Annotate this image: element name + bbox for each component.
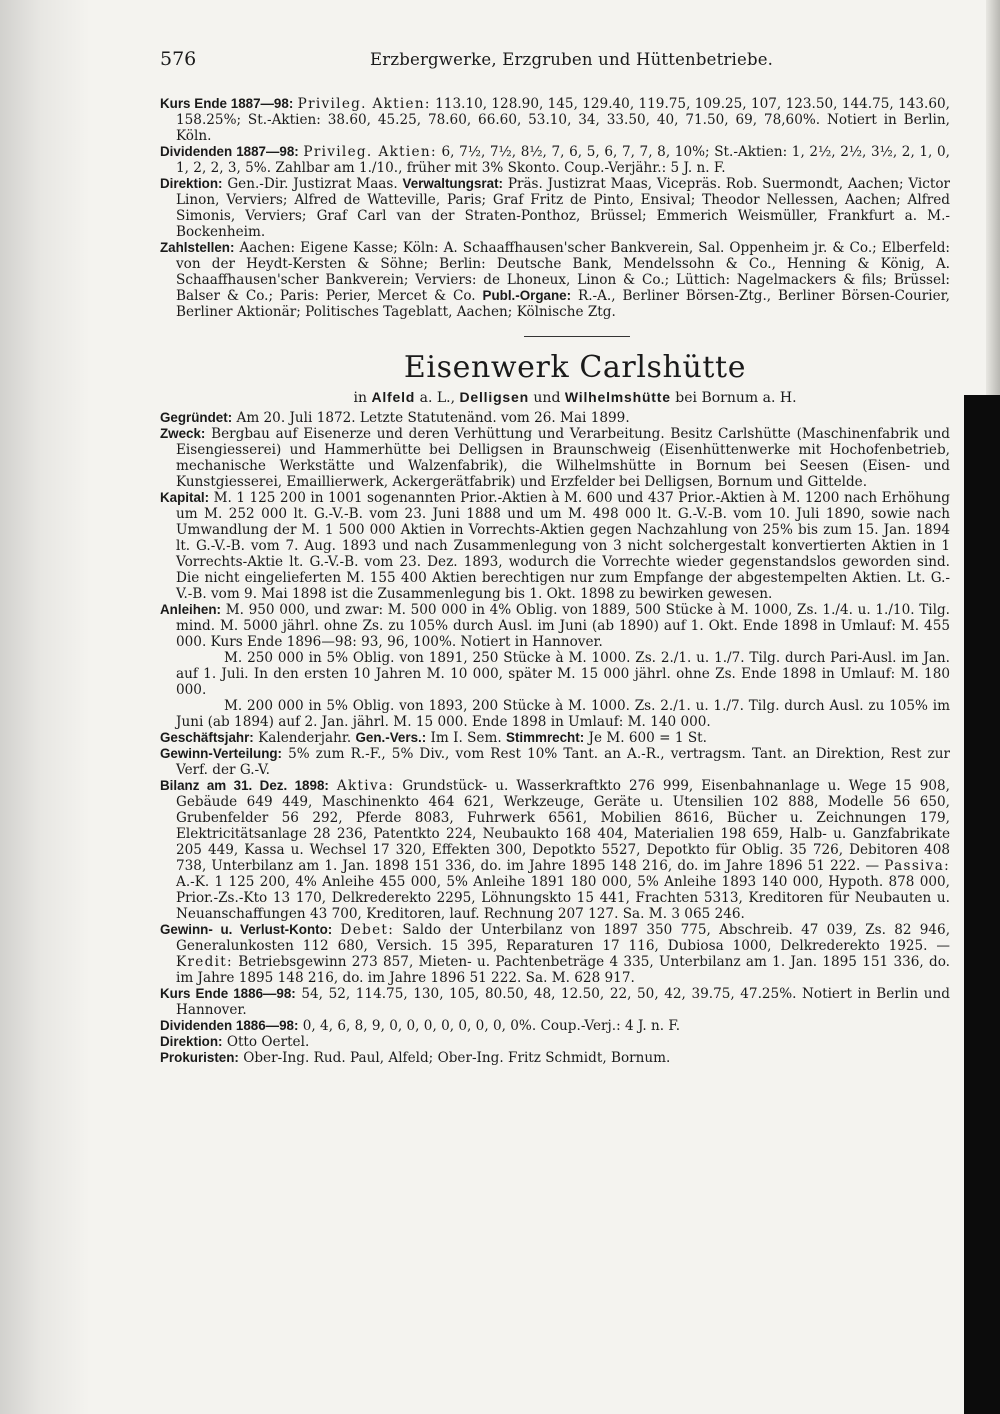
entry-label: Kapital: bbox=[160, 490, 210, 505]
running-head: Erzbergwerke, Erzgruben und Hüttenbetriebe. bbox=[370, 50, 774, 69]
entry-text: Kalenderjahr. bbox=[258, 730, 352, 746]
kurs-entry bbox=[160, 986, 950, 1018]
entry-label: Kurs Ende 1886—98: bbox=[160, 986, 296, 1001]
prev-zahlstellen-entry bbox=[160, 240, 951, 320]
entry-text: Ober-Ing. Rud. Paul, Alfeld; Ober-Ing. Fritz Schmidt, Bornum. bbox=[243, 1050, 671, 1066]
entry-label: Publ.-Organe: bbox=[482, 288, 572, 303]
entry-text: Betriebsgewinn 273 857, Mieten- u. Pachtenbeträge 4 335, Unterbilanz am 1. Jan. 1895 151 336, do. im Jahre 1895 148 216, do. im Jahre 1896 51 222. Sa. M. 628 917. bbox=[176, 954, 950, 986]
entry-text: M. 1 125 200 in 1001 sogenannten Prior.-Aktien à M. 600 und 437 Prior.-Aktien à M. 1200 nach Erhöhung um M. 252 000 lt. G.-V.-B. vom 23. Juni 1888 und um M. 498 000 lt. G.-V.-B. vom 10. Juli 1890, sowie nach Umwandlung der M. 1 500 000 Aktien in Vorrechts-Aktien gegen Nachzahlung von 25% bis zum 15. Jan. 1894 lt. G.-V.-B. vom 7. Aug. 1893 und nach Zusammenlegung von 3 nicht solchergestalt konvertierten Aktien in 1 Vorrechts-Aktie lt. G.-V.-B. vom 23. Dez. 1893, wodurch die Vorrechte wieder gegenstandslos geworden sind. Die nicht eingelieferten M. 155 400 Aktien berechtigen nur zum Empfange der abgestempelten Aktien. Lt. G.-V.-B. vom 9. Mai 1898 ist die Zusammenlegung bis 1. Okt. 1898 zu bewirken gewesen. bbox=[176, 490, 950, 602]
location-text: bei Bornum a. H. bbox=[675, 390, 797, 406]
entry-label: Zahlstellen: bbox=[160, 240, 235, 255]
location-place: Wilhelmshütte bbox=[564, 389, 671, 405]
location-text: und bbox=[533, 390, 561, 406]
entry-label: Direktion: bbox=[160, 176, 223, 191]
spaced-lead: Privileg. Aktien: bbox=[297, 96, 431, 112]
entry-text: Gen.-Dir. Justizrat Maas. bbox=[227, 176, 398, 192]
entry-label: Anleihen: bbox=[160, 602, 222, 617]
anleihen-paragraph bbox=[176, 698, 950, 730]
entry-text: Im I. Sem. bbox=[430, 730, 502, 746]
entry-text: Am 20. Juli 1872. Letzte Statutenänd. vom 26. Mai 1899. bbox=[236, 410, 630, 426]
bilanz-entry bbox=[160, 778, 951, 922]
page-content bbox=[160, 96, 950, 1066]
spaced-lead: Passiva: bbox=[884, 858, 951, 874]
scan-border bbox=[964, 395, 1000, 1414]
prev-direktion-entry bbox=[160, 176, 951, 240]
entry-label: Verwaltungsrat: bbox=[402, 176, 503, 191]
entry-label: Prokuristen: bbox=[160, 1050, 239, 1065]
location-place: Alfeld bbox=[371, 389, 416, 405]
entry-label: Zweck: bbox=[160, 426, 206, 441]
entry-text: 0, 4, 6, 8, 9, 0, 0, 0, 0, 0, 0, 0, 0%. Coup.-Verj.: 4 J. n. F. bbox=[302, 1018, 681, 1034]
entry-label: Kurs Ende 1887—98: bbox=[160, 96, 294, 111]
dividenden-entry bbox=[160, 1018, 950, 1034]
entry-text: 54, 52, 114.75, 130, 105, 80.50, 48, 12.50, 22, 50, 42, 39.75, 47.25%. Notiert in Berlin und Hannover. bbox=[176, 986, 950, 1018]
page-edge-shadow bbox=[986, 0, 1000, 395]
entry-label: Dividenden 1886—98: bbox=[160, 1018, 299, 1033]
entry-label: Gen.-Vers.: bbox=[355, 730, 427, 745]
location-text: in bbox=[353, 390, 367, 406]
entry-text: Je M. 600 = 1 St. bbox=[588, 730, 707, 746]
anleihen-paragraph bbox=[176, 650, 950, 698]
entry-text: M. 950 000, und zwar: M. 500 000 in 4% Oblig. von 1889, 500 Stücke à M. 1000, Zs. 1./4. u. 1./10. Tilg. mind. M. 5000 jährl. ohne Zs. zu 105% durch Ausl. im Juni (ab 1890) auf 1. Okt. Ende 1898 in Umlauf: M. 455 000. Kurs Ende 1896—98: 93, 96, 100%. Notiert in Hannover. bbox=[176, 602, 950, 650]
geschaeftsjahr-entry bbox=[160, 730, 950, 746]
entry-text: M. 250 000 in 5% Oblig. von 1891, 250 Stücke à M. 1000. Zs. 2./1. u. 1./7. Tilg. durch Pari-Ausl. im Jan. auf 1. Juli. In den ersten 10 Jahren M. 10 000, später M. 15 000 jährl. ohne Zs. Ende 1898 in Umlauf: M. 180 000. bbox=[176, 650, 950, 698]
prokuristen-entry bbox=[160, 1050, 950, 1066]
section-divider bbox=[524, 336, 630, 337]
entry-label: Gegründet: bbox=[160, 410, 233, 425]
kapital-entry bbox=[160, 490, 950, 602]
entry-label: Bilanz am 31. Dez. 1898: bbox=[160, 778, 329, 793]
company-title: Eisenwerk Carlshütte bbox=[403, 350, 747, 385]
entry-text: M. 200 000 in 5% Oblig. von 1893, 200 Stücke à M. 1000. Zs. 2./1. u. 1./7. Tilg. durch Ausl. zu 105% im Juni (ab 1894) auf 2. Jan. jährl. M. 15 000. Ende 1898 in Umlauf: M. 140 000. bbox=[176, 698, 950, 730]
company-location bbox=[200, 389, 950, 406]
direktion-entry bbox=[160, 1034, 950, 1050]
spaced-lead: Kredit: bbox=[176, 954, 233, 970]
location-place: Delligsen bbox=[459, 389, 529, 405]
gewinn-verlust-entry bbox=[160, 922, 951, 986]
entry-text: Aachen: Eigene Kasse; Köln: A. Schaaffhausen'scher Bankverein, Sal. Oppenheim jr. & Co.; Elberfeld: von der Heydt-Kersten & Söhne; Berlin: Deutsche Bank, Mendelssohn & Co., Henning & König, A. Schaaffhausen'scher Bankverein; Verviers: de Lhoneux, Linon & Co.; Lüttich: Nagelmackers & fils; Brüssel: Balser & Co.; Paris: Perier, Mercet & Co. bbox=[176, 240, 950, 304]
entry-label: Gewinn-Verteilung: bbox=[160, 746, 283, 761]
entry-text: Grundstück- u. Wasserkraftkto 276 999, Eisenbahnanlage u. Wege 15 908, Gebäude 649 449, Maschinenkto 464 621, Werkzeuge, Geräte u. Utensilien 102 888, Modelle 56 650, Grubenfelder 56 292, Pferde 8083, Fuhrwerk 6561, Mobilien 8616, Bücher u. Zeichnungen 179, Elektricitätsanlage 28 236, Patentkto 224, Neubaukto 168 404, Materialien 198 659, Halb- u. Ganzfabrikate 205 449, Kassa u. Wechsel 17 320, Effekten 300, Depotkto 5527, Depotkto für Oblig. 35 726, Debitoren 408 738, Unterbilanz am 1. Jan. 1898 151 336, do. im Jahre 1895 148 216, do. im Jahre 1896 51 222. — bbox=[176, 778, 950, 874]
gewinn-verteilung-entry bbox=[160, 746, 950, 778]
entry-text: 6, 7½, 7½, 8½, 7, 6, 5, 6, 7, 7, 8, 10%; St.-Aktien: 1, 2½, 2½, 3½, 2, 1, 0, 1, 2, 2, 3, 5%. Zahlbar am 1./10., früher mit 3% Skonto. Coup.-Verjähr.: 5 J. n. F. bbox=[176, 144, 950, 176]
entry-text: R.-A., Berliner Börsen-Ztg., Berliner Börsen-Courier, Berliner Aktionär; Politisches Tageblatt, Aachen; Kölnische Ztg. bbox=[176, 288, 951, 320]
spaced-lead: Privileg. Aktien: bbox=[303, 144, 437, 160]
anleihen-entry bbox=[160, 602, 950, 650]
entry-label: Direktion: bbox=[160, 1034, 223, 1049]
entry-label: Gewinn- u. Verlust-Konto: bbox=[160, 922, 333, 937]
entry-text: 113.10, 128.90, 145, 129.40, 119.75, 109.25, 107, 123.50, 144.75, 143.60, 158.25%; St.-Aktien: 38.60, 45.25, 78.60, 66.60, 53.10, 34, 33.50, 40, 71.50, 69, 78,60%. Notiert in Berlin, Köln. bbox=[176, 96, 950, 144]
location-text: a. L., bbox=[419, 390, 456, 406]
entry-text: 5% zum R.-F., 5% Div., vom Rest 10% Tant. an A.-R., vertragsm. Tant. an Direktion, Rest zur Verf. der G.-V. bbox=[176, 746, 950, 778]
entry-label: Geschäftsjahr: bbox=[160, 730, 254, 745]
page-number: 576 bbox=[160, 48, 197, 70]
entry-label: Dividenden 1887—98: bbox=[160, 144, 299, 159]
entry-text: Saldo der Unterbilanz von 1897 350 775, Abschreib. 47 039, Zs. 82 946, Generalunkosten 112 680, Versich. 15 395, Reparaturen 17 116, Dubiosa 1000, Delkrederekto 1925. — bbox=[176, 922, 951, 954]
prev-dividenden-entry bbox=[160, 144, 950, 176]
page-header bbox=[160, 48, 960, 74]
spaced-lead: Aktiva: bbox=[336, 778, 395, 794]
zweck-entry bbox=[160, 426, 950, 490]
entry-text: Otto Oertel. bbox=[226, 1034, 310, 1050]
entry-text: Bergbau auf Eisenerze und deren Verhüttung und Verarbeitung. Besitz Carlshütte (Maschinenfabrik und Eisengiesserei) und Hammerhütte bei Delligsen in Braunschweig (Eisenhüttenwerke mit Hochofenbetrieb, mechanische Werkstätte und Walzenfabrik), die Wilhelmshütte in Bornum bei Seesen (Eisen- und Kunstgiesserei, Emaillierwerk, Ackergerätfabrik) und Erzfelder bei Delligsen, Bornum und Gittelde. bbox=[176, 426, 950, 490]
gegruendet-entry bbox=[160, 410, 950, 426]
entry-label: Stimmrecht: bbox=[506, 730, 585, 745]
entry-text: Präs. Justizrat Maas, Vicepräs. Rob. Suermondt, Aachen; Victor Linon, Verviers; Alfred de Watteville, Paris; Graf Fritz de Pinto, Ensival; Theodor Nellessen, Aachen; Alfred Simonis, Verviers; Graf Carl van der Straten-Ponthoz, Brüssel; Emmerich Weismüller, Frankfurt a. M.-Bockenheim. bbox=[176, 176, 951, 240]
prev-kurs-entry bbox=[160, 96, 950, 144]
spaced-lead: Debet: bbox=[340, 922, 395, 938]
entry-text: A.-K. 1 125 200, 4% Anleihe 455 000, 5% Anleihe 1891 180 000, 5% Anleihe 1893 140 000, Hypoth. 878 000, Prior.-Zs.-Kto 13 170, Delkrederekto 2295, Löhnungskto 15 441, Frachten 5313, Kreditoren für Neubauten u. Neuanschaffungen 43 700, Kreditoren, lauf. Rechnung 207 127. Sa. M. 3 065 246. bbox=[176, 874, 950, 922]
